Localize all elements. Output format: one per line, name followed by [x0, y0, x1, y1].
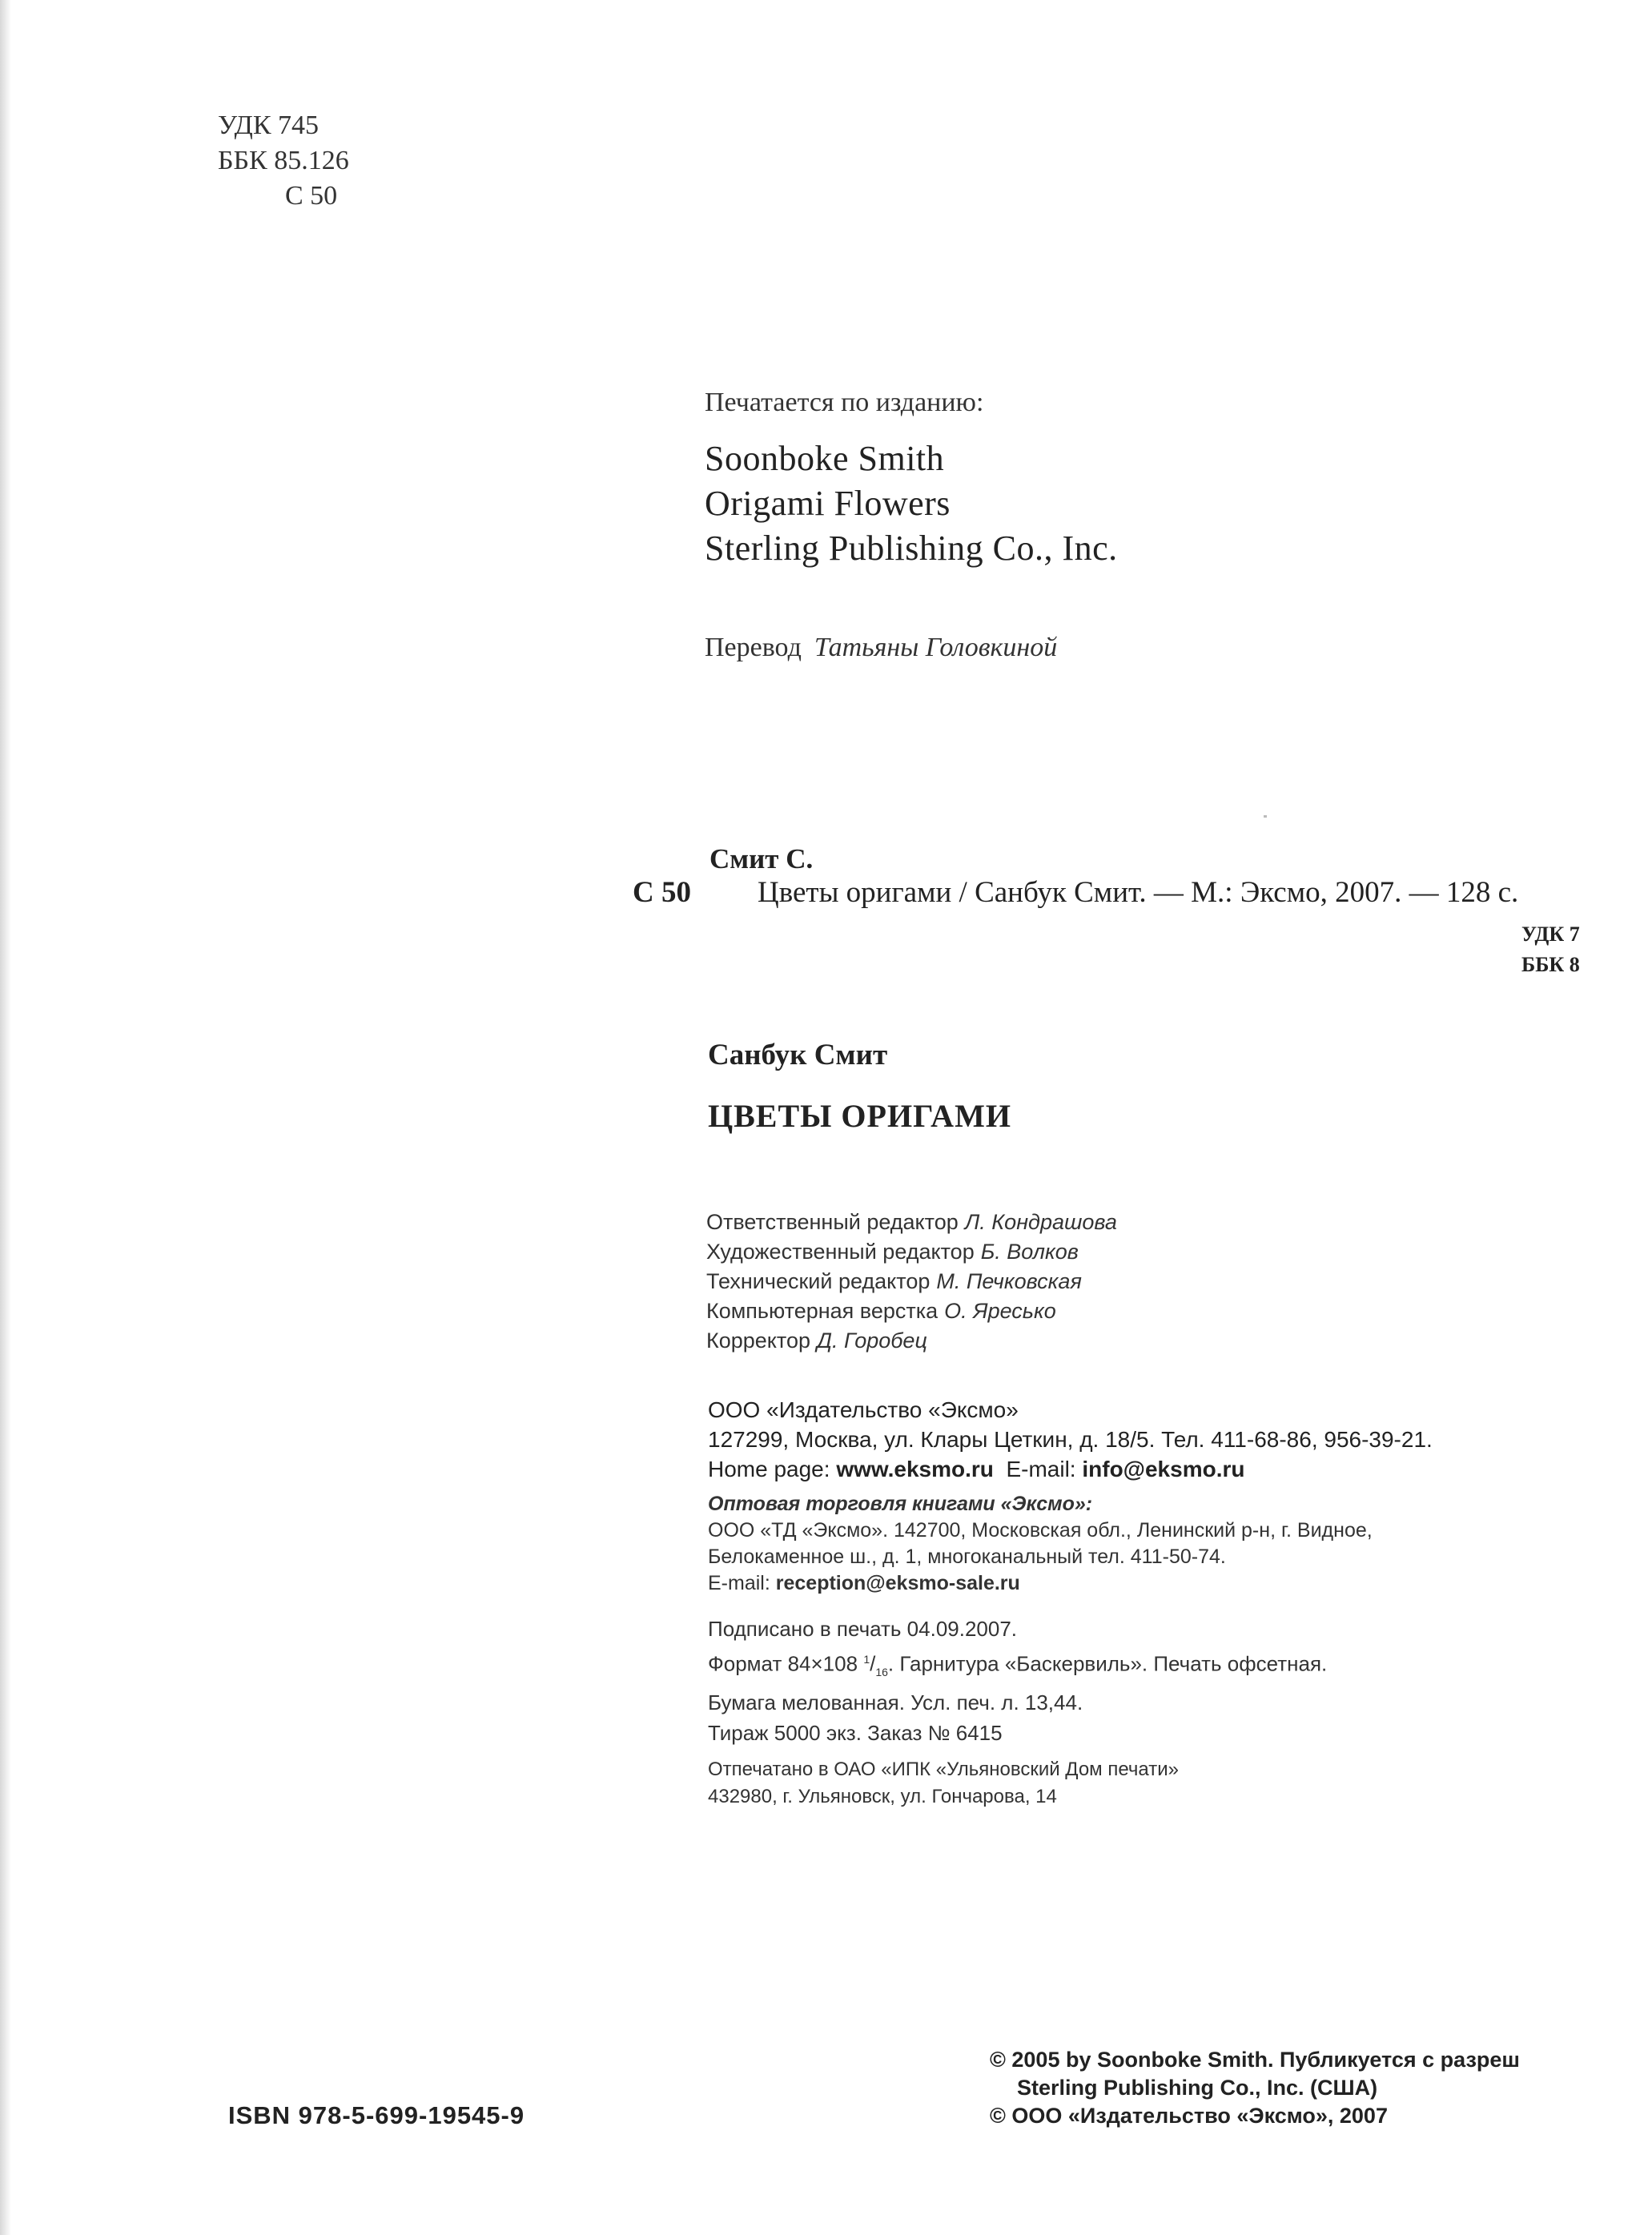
translator-name: Татьяны Головкиной: [814, 633, 1058, 662]
bbk-code: ББК 85.126: [218, 146, 349, 175]
bibliographic-description: Цветы оригами / Санбук Смит. — М.: Эксмо, 2007. — 128 с.: [758, 876, 1519, 909]
print-info: [708, 1614, 1327, 1748]
catalog-bbk: ББК 8: [1521, 953, 1580, 976]
staff-name: М. Печковская: [936, 1269, 1082, 1293]
staff-row: [706, 1267, 1117, 1296]
staff-row: [706, 1237, 1117, 1267]
page-edge-shadow: [0, 0, 11, 2235]
paper-line: Бумага мелованная. Усл. печ. л. 13,44.: [708, 1690, 1083, 1714]
staff-role: Художественный редактор: [706, 1240, 975, 1264]
udk-code: УДК 745: [218, 111, 320, 140]
source-edition-block: [705, 436, 1118, 571]
publisher-web: [708, 1454, 1433, 1484]
staff-credits: [706, 1208, 1117, 1356]
wholesale-address-2: [708, 1544, 1373, 1570]
source-publisher: Sterling Publishing Co., Inc.: [705, 529, 1118, 568]
copyright-line-1: © 2005 by Soonboke Smith. Публикуется с разреш: [990, 2048, 1520, 2072]
wholesale-address: ООО «ТД «Эксмо». 142700, Московская обл., Ленинский р-н, г. Видное,: [708, 1519, 1373, 1542]
printer-name: Отпечатано в ОАО «ИПК «Ульяновский Дом печати»: [708, 1759, 1179, 1780]
wholesale-email-label: E-mail:: [708, 1572, 770, 1594]
catalog-udk: УДК 7: [1521, 923, 1580, 946]
staff-row: [706, 1326, 1117, 1356]
copyright-block: [990, 2046, 1590, 2130]
printer-address: 432980, г. Ульяновск, ул. Гончарова, 14: [708, 1786, 1057, 1807]
book-title: ЦВЕТЫ ОРИГАМИ: [708, 1098, 1011, 1134]
publisher-name: ООО «Издательство «Эксмо»: [708, 1397, 1019, 1422]
format-label: Формат 84×108: [708, 1651, 858, 1676]
translation-credit: [705, 633, 1057, 663]
staff-name: О. Яресько: [944, 1299, 1056, 1323]
staff-name: Б. Волков: [980, 1240, 1079, 1264]
wholesale-email-row: [708, 1570, 1373, 1597]
publisher-address: 127299, Москва, ул. Клары Цеткин, д. 18/5. Тел. 411-68-86, 956-39-21.: [708, 1427, 1433, 1452]
wholesale-email-link[interactable]: reception@eksmo-sale.ru: [775, 1572, 1020, 1594]
staff-name: Д. Горобец: [817, 1329, 927, 1353]
staff-role: Технический редактор: [706, 1269, 931, 1293]
publisher-info: [708, 1395, 1433, 1484]
home-page-label: Home page:: [708, 1457, 830, 1481]
classification-block: [218, 108, 349, 214]
signed-date: Подписано в печать 04.09.2007.: [708, 1617, 1018, 1641]
copyright-line-3: © ООО «Издательство «Эксмо», 2007: [990, 2104, 1388, 2128]
scan-speck: [1264, 815, 1267, 818]
source-edition-heading: Печатается по изданию:: [705, 388, 984, 417]
staff-row: [706, 1296, 1117, 1326]
wholesale-info: [708, 1491, 1373, 1597]
source-author: Soonboke Smith: [705, 439, 945, 478]
printer-info: [708, 1756, 1179, 1811]
staff-row: [706, 1208, 1117, 1237]
email-link[interactable]: info@eksmo.ru: [1082, 1457, 1245, 1481]
catalog-code: С 50: [633, 876, 691, 909]
staff-name: Л. Кондрашова: [964, 1210, 1117, 1234]
print-run: Тираж 5000 экз. Заказ № 6415: [708, 1720, 1003, 1745]
format-numerator: 1: [863, 1653, 870, 1666]
wholesale-street: Белокаменное ш., д. 1,: [708, 1546, 922, 1568]
source-title: Origami Flowers: [705, 484, 951, 523]
staff-role: Ответственный редактор: [706, 1210, 959, 1234]
staff-role: Компьютерная верстка: [706, 1299, 939, 1323]
translation-label: Перевод: [705, 633, 802, 662]
author-sign-code: С 50: [285, 181, 338, 211]
format-denominator: 16: [875, 1665, 888, 1678]
staff-role: Корректор: [706, 1329, 811, 1353]
isbn: ISBN 978-5-699-19545-9: [228, 2101, 525, 2129]
wholesale-phone: многоканальный тел. 411-50-74.: [927, 1546, 1226, 1568]
format-details: . Гарнитура «Баскервиль». Печать офсетная.: [887, 1651, 1328, 1676]
catalog-classification: [1521, 919, 1590, 980]
catalog-author-heading: Смит С.: [709, 843, 814, 874]
format-line: Формат 84×108 $^1/_{16}$. Гарнитура «Баскервиль». Печать офсетная.: [708, 1651, 1328, 1678]
home-page-link[interactable]: www.eksmo.ru: [836, 1457, 994, 1481]
email-label: E-mail:: [1006, 1457, 1076, 1481]
copyright-line-2: Sterling Publishing Co., Inc. (США): [1017, 2076, 1378, 2100]
book-author: Санбук Смит: [708, 1039, 888, 1071]
wholesale-heading: Оптовая торговля книгами «Эксмо»:: [708, 1493, 1093, 1515]
